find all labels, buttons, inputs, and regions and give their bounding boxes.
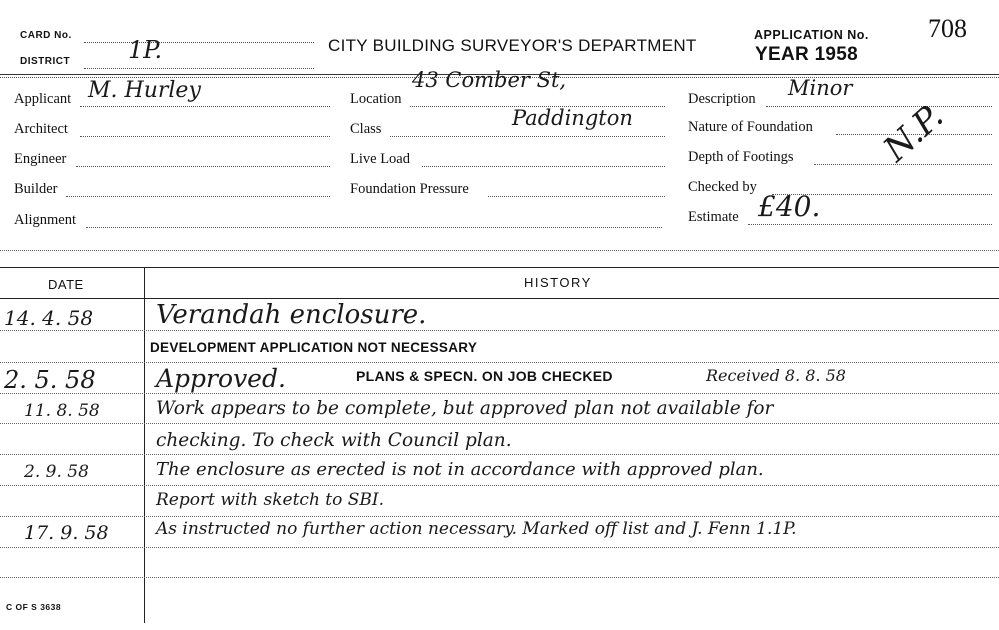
history-header-rule (0, 298, 999, 299)
foundation-pressure-label: Foundation Pressure (350, 181, 469, 197)
location-value-line1: 43 Comber St, (412, 68, 567, 92)
builder-label: Builder (14, 181, 58, 197)
history-text: Approved. (156, 364, 286, 393)
nature-of-foundation-label: Nature of Foundation (688, 119, 813, 135)
history-stamp: PLANS & SPECN. ON JOB CHECKED (356, 368, 613, 384)
history-text: checking. To check with Council plan. (156, 430, 512, 451)
history-rule-3 (0, 393, 999, 394)
checked-by-value: N.P. (876, 96, 952, 170)
estimate-value: £40. (758, 190, 821, 223)
card-no-line (84, 42, 314, 43)
history-note: Received 8. 8. 58 (706, 366, 846, 385)
architect-label: Architect (14, 121, 68, 137)
applicant-label: Applicant (14, 91, 72, 107)
description-value: Minor (788, 76, 853, 100)
engineer-line (76, 166, 330, 167)
engineer-label: Engineer (14, 151, 67, 167)
history-column-divider (144, 267, 145, 623)
department-title: CITY BUILDING SURVEYOR'S DEPARTMENT (328, 36, 697, 55)
description-line (766, 106, 992, 107)
estimate-line (748, 224, 992, 225)
history-rule-7 (0, 516, 999, 517)
class-line (390, 136, 665, 137)
history-top-rule (0, 267, 999, 268)
district-label: DISTRICT (20, 56, 71, 67)
district-value: 1P. (128, 36, 163, 64)
history-date: 17. 9. 58 (24, 522, 109, 544)
history-text: As instructed no further action necessary. Marked off list and J. Fenn 1.1P. (156, 519, 797, 539)
depth-of-footings-label: Depth of Footings (688, 149, 794, 165)
applicant-line (80, 106, 330, 107)
year-label: YEAR 1958 (755, 44, 859, 65)
history-date: 14. 4. 58 (4, 306, 94, 330)
district-line (84, 68, 314, 69)
history-rule-9 (0, 577, 999, 578)
history-rule-6 (0, 485, 999, 486)
builder-line (66, 196, 330, 197)
applicant-value: M. Hurley (88, 78, 201, 103)
history-rule-5 (0, 454, 999, 455)
form-code: C OF S 3638 (6, 602, 62, 612)
live-load-label: Live Load (350, 151, 410, 167)
history-rule-1 (0, 330, 999, 331)
checked-by-label: Checked by (688, 179, 757, 195)
foundation-pressure-line (488, 196, 665, 197)
history-text: Work appears to be complete, but approved plan not available for (156, 398, 774, 419)
history-date: 11. 8. 58 (24, 401, 100, 421)
history-date: 2. 9. 58 (24, 462, 89, 482)
fields-bottom-rule (0, 250, 999, 251)
history-rule-2 (0, 362, 999, 363)
history-rule-4 (0, 423, 999, 424)
history-date: 2. 5. 58 (4, 366, 96, 394)
live-load-line (422, 166, 665, 167)
history-rule-8 (0, 547, 999, 548)
location-value-line2: Paddington (512, 106, 633, 130)
location-label: Location (350, 91, 402, 107)
estimate-label: Estimate (688, 209, 739, 225)
date-header: DATE (48, 277, 84, 292)
history-stamp: DEVELOPMENT APPLICATION NOT NECESSARY (150, 340, 478, 355)
alignment-line (86, 227, 662, 228)
class-label: Class (350, 121, 382, 137)
architect-line (80, 136, 330, 137)
card-no-label: CARD No. (20, 30, 72, 41)
history-text: Report with sketch to SBI. (156, 490, 385, 510)
alignment-label: Alignment (14, 212, 77, 228)
application-number: 708 (928, 14, 967, 43)
history-text: The enclosure as erected is not in accordance with approved plan. (156, 459, 764, 480)
application-label: APPLICATION No. (754, 28, 869, 42)
history-header: HISTORY (524, 275, 592, 290)
history-text: Verandah enclosure. (156, 300, 427, 330)
description-label: Description (688, 91, 756, 107)
